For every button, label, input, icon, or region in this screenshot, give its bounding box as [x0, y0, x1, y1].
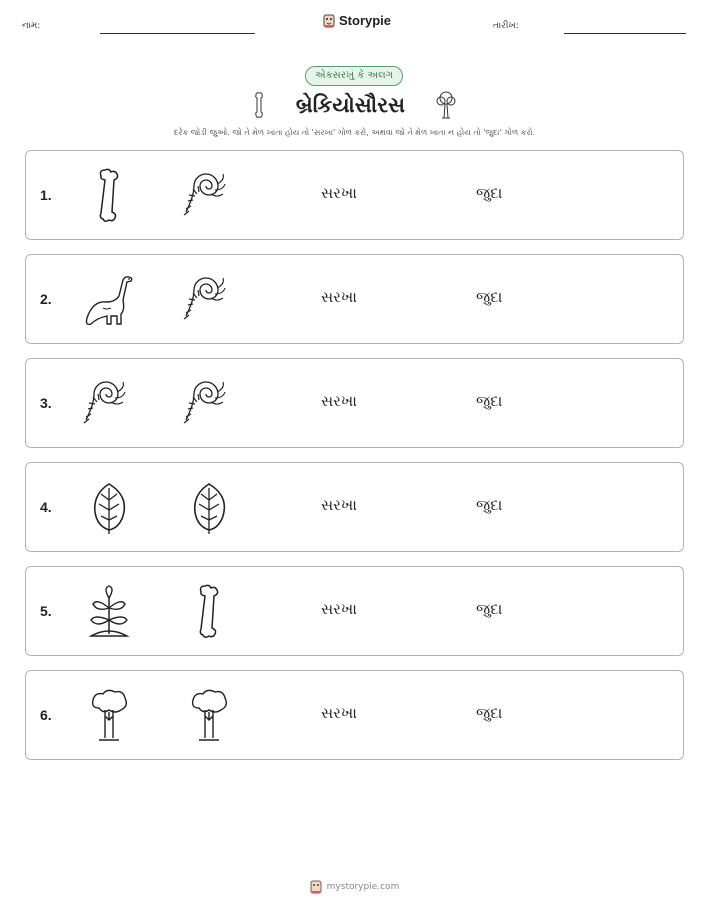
instructions: દરેક જોડી જુઓ. જો તે મેળ ખાતા હોય તો 'સરખા' ગોળ કરો, અથવા જો તે મેળ ખાતા ન હોય તો 'જુદા' ગોળ કરો. — [173, 128, 536, 137]
same-option[interactable]: સરખા — [321, 496, 357, 514]
dinosaur-icon — [79, 270, 139, 330]
question-row — [25, 150, 684, 240]
brand-logo — [323, 13, 391, 28]
tree-icon — [435, 90, 457, 120]
different-option[interactable]: જુદા — [476, 288, 503, 306]
fern-icon — [79, 374, 139, 434]
question-row — [25, 566, 684, 656]
question-number: 3. — [40, 395, 52, 411]
different-option[interactable]: જુદા — [476, 392, 503, 410]
date-label: તારીખ: — [493, 21, 519, 31]
worksheet-type-badge: એકસરખું કે અલગ — [305, 66, 403, 86]
different-option[interactable]: જુદા — [476, 600, 503, 618]
plant-icon — [79, 582, 139, 642]
question-number: 4. — [40, 499, 52, 515]
tree-icon — [179, 686, 239, 746]
title-row — [0, 90, 709, 120]
question-row — [25, 358, 684, 448]
same-option[interactable]: સરખા — [321, 288, 357, 306]
question-row — [25, 670, 684, 760]
leaf-icon — [79, 478, 139, 538]
bone-icon — [252, 91, 266, 119]
question-number: 1. — [40, 187, 52, 203]
different-option[interactable]: જુદા — [476, 496, 503, 514]
fern-icon — [179, 374, 239, 434]
name-line[interactable] — [100, 33, 255, 34]
same-option[interactable]: સરખા — [321, 184, 357, 202]
question-number: 2. — [40, 291, 52, 307]
storypie-mascot-icon — [310, 880, 322, 894]
question-row — [25, 254, 684, 344]
different-option[interactable]: જુદા — [476, 184, 503, 202]
bone-icon — [179, 582, 239, 642]
fern-icon — [179, 270, 239, 330]
bone-icon — [79, 166, 139, 226]
leaf-icon — [179, 478, 239, 538]
question-number: 6. — [40, 707, 52, 723]
footer-url[interactable]: mystorypie.com — [326, 882, 400, 892]
question-number: 5. — [40, 603, 52, 619]
different-option[interactable]: જુદા — [476, 704, 503, 722]
same-option[interactable]: સરખા — [321, 704, 357, 722]
same-option[interactable]: સરખા — [321, 600, 357, 618]
footer — [0, 880, 709, 894]
tree-icon — [79, 686, 139, 746]
name-label: નામ: — [22, 21, 41, 31]
fern-icon — [179, 166, 239, 226]
same-option[interactable]: સરખા — [321, 392, 357, 410]
storypie-mascot-icon — [323, 14, 335, 28]
question-row — [25, 462, 684, 552]
date-line[interactable] — [564, 33, 686, 34]
page-title: બ્રેકિયોસૌરસ — [295, 92, 406, 117]
brand-name: Storypie — [339, 13, 392, 28]
